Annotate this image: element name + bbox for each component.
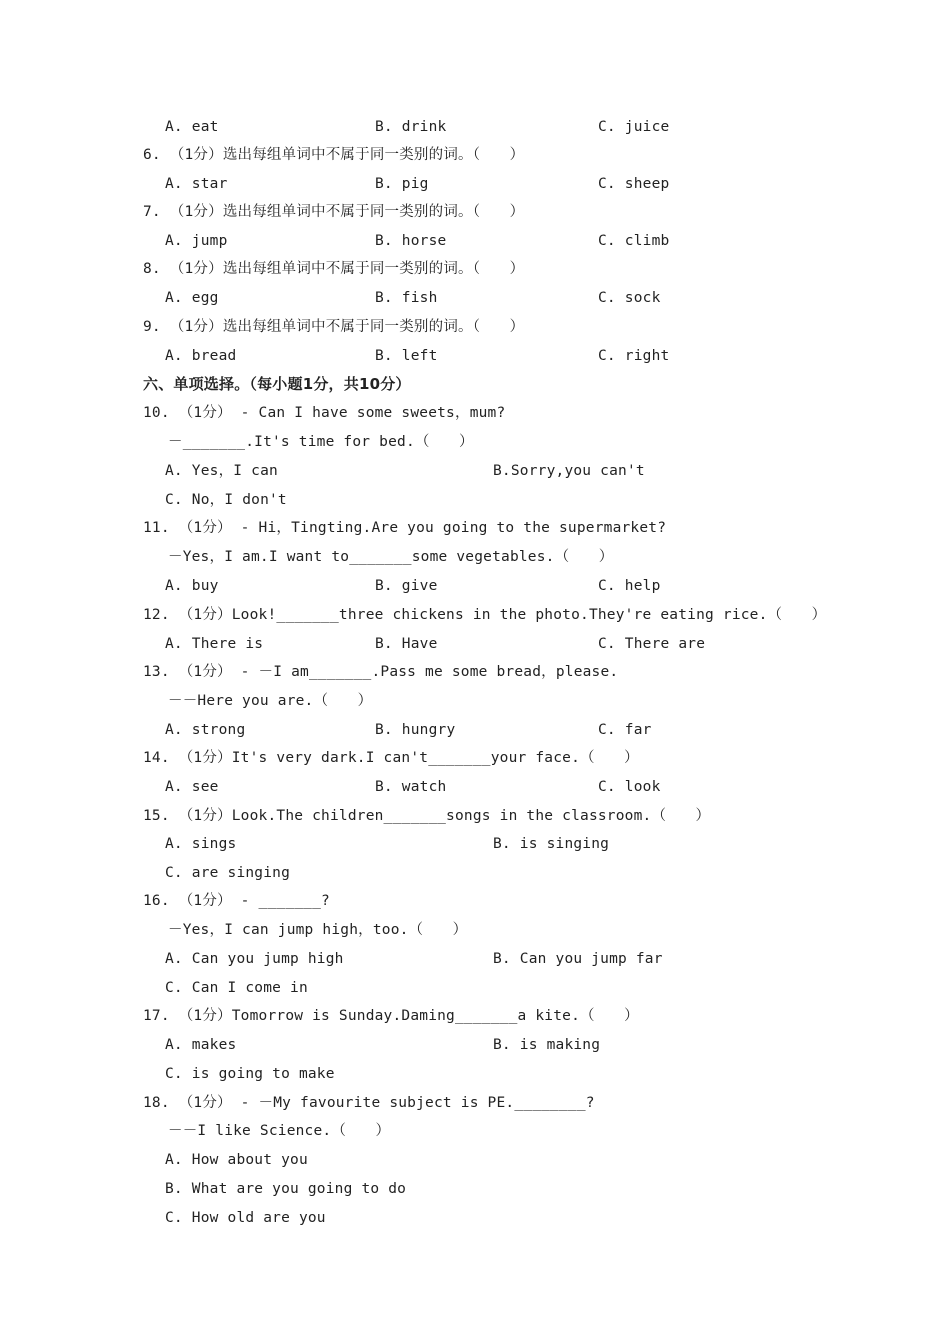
q9-option-b: B. left (375, 348, 438, 364)
q7-stem: 7. （1分）选出每组单词中不属于同一类别的词。（ ） (143, 204, 525, 220)
q15-option-c: C. are singing (165, 865, 291, 881)
q18-stem-reply: －－I like Science.（ ） (168, 1123, 391, 1139)
q7-option-b: B. horse (375, 233, 447, 249)
q6-option-b: B. pig (375, 176, 429, 192)
q12-option-b: B. Have (375, 636, 438, 652)
q10-stem-reply: －_______.It's time for bed.（ ） (168, 434, 474, 450)
q13-option-b: B. hungry (375, 722, 456, 738)
q13-option-a: A. strong (165, 722, 246, 738)
q15-stem: 15. （1分）Look.The children_______songs in the classroom.（ ） (143, 808, 711, 824)
q7-option-a: A. jump (165, 233, 228, 249)
q15-option-b: B. is singing (493, 836, 610, 852)
q12-stem: 12. （1分）Look!_______three chickens in the photo.They're eating rice.（ ） (143, 607, 827, 623)
q14-stem: 14. （1分）It's very dark.I can't_______your face.（ ） (143, 750, 639, 766)
q6-option-a: A. star (165, 176, 228, 192)
q12-option-c: C. There are (598, 636, 706, 652)
q14-option-a: A. see (165, 779, 219, 795)
q18-option-c: C. How old are you (165, 1210, 326, 1226)
q11-stem: 11. （1分） - Hi，Tingting.Are you going to the supermarket? (143, 520, 667, 536)
q5-option-a: A. eat (165, 119, 219, 135)
q9-option-a: A. bread (165, 348, 237, 364)
q10-option-c: C. No，I don't (165, 492, 287, 508)
q12-option-a: A. There is (165, 636, 264, 652)
q5-option-c: C. juice (598, 119, 670, 135)
q10-option-b: B.Sorry,you can't (493, 463, 645, 479)
q16-option-a: A. Can you jump high (165, 951, 344, 967)
q16-stem-reply: －Yes，I can jump high，too.（ ） (168, 922, 468, 938)
q6-stem: 6. （1分）选出每组单词中不属于同一类别的词。（ ） (143, 147, 525, 163)
q7-option-c: C. climb (598, 233, 670, 249)
q15-option-a: A. sings (165, 836, 237, 852)
q17-stem: 17. （1分）Tomorrow is Sunday.Daming_______a kite.（ ） (143, 1008, 639, 1024)
q17-option-a: A. makes (165, 1037, 237, 1053)
q16-option-c: C. Can I come in (165, 980, 308, 996)
q11-stem-reply: －Yes，I am.I want to_______some vegetables.（ ） (168, 549, 614, 565)
q10-stem: 10. （1分） - Can I have some sweets，mum? (143, 405, 506, 421)
q16-stem: 16. （1分） - _______? (143, 893, 330, 909)
q11-option-b: B. give (375, 578, 438, 594)
q10-option-a: A. Yes，I can (165, 463, 278, 479)
q8-option-c: C. sock (598, 290, 661, 306)
q13-option-c: C. far (598, 722, 652, 738)
q13-stem: 13. （1分） - －I am_______.Pass me some bread，please. (143, 664, 619, 680)
q14-option-b: B. watch (375, 779, 447, 795)
q6-option-c: C. sheep (598, 176, 670, 192)
q8-option-b: B. fish (375, 290, 438, 306)
q9-option-c: C. right (598, 348, 670, 364)
q18-option-a: A. How about you (165, 1152, 308, 1168)
q13-stem-reply: －－Here you are.（ ） (168, 693, 373, 709)
q18-stem: 18. （1分） - －My favourite subject is PE.________? (143, 1095, 595, 1111)
q8-stem: 8. （1分）选出每组单词中不属于同一类别的词。（ ） (143, 261, 525, 277)
q17-option-c: C. is going to make (165, 1066, 335, 1082)
q11-option-c: C. help (598, 578, 661, 594)
q16-option-b: B. Can you jump far (493, 951, 663, 967)
q18-option-b: B. What are you going to do (165, 1181, 407, 1197)
section-heading: 六、单项选择。（每小题1分，共10分） (143, 375, 411, 393)
q17-option-b: B. is making (493, 1037, 601, 1053)
q5-option-b: B. drink (375, 119, 447, 135)
q14-option-c: C. look (598, 779, 661, 795)
q8-option-a: A. egg (165, 290, 219, 306)
q11-option-a: A. buy (165, 578, 219, 594)
q9-stem: 9. （1分）选出每组单词中不属于同一类别的词。（ ） (143, 319, 525, 335)
